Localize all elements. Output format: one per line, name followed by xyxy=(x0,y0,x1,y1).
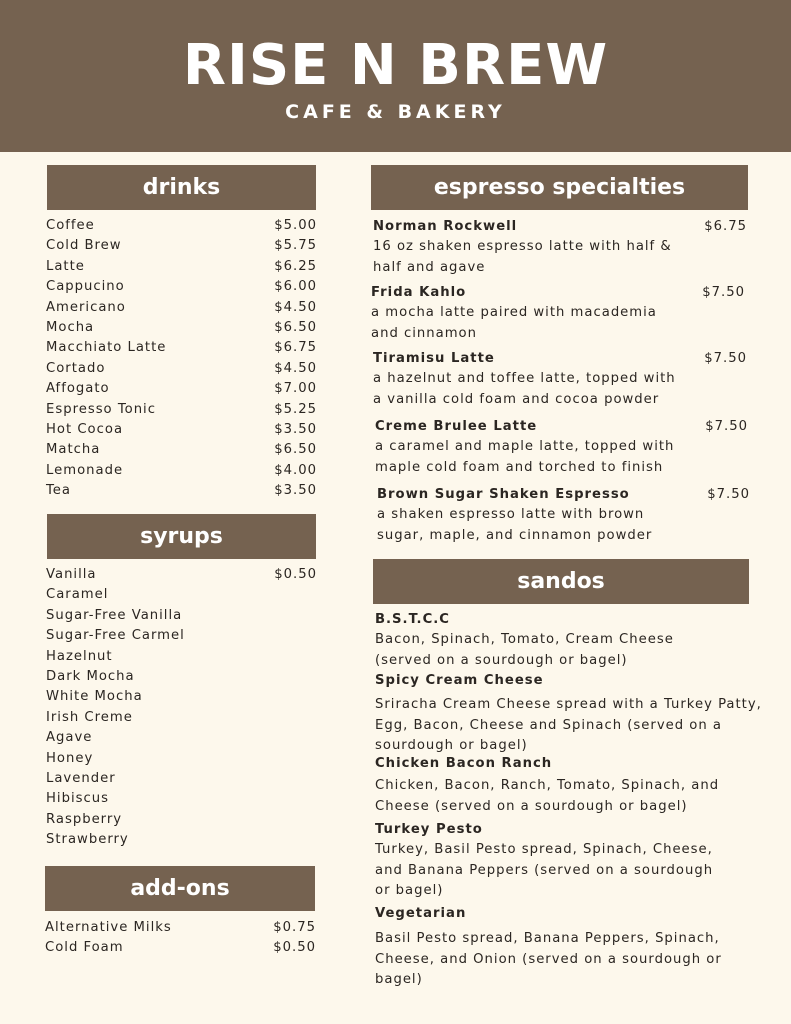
brand-tagline: CAFE & BAKERY xyxy=(285,101,506,123)
item-description-line: sourdough or bagel) xyxy=(375,738,528,753)
menu-item-row xyxy=(46,216,317,236)
menu-item-row xyxy=(46,789,317,809)
item-name: Agave xyxy=(46,730,93,746)
item-name: Affogato xyxy=(46,381,110,397)
menu-item-row xyxy=(46,440,317,460)
item-description-line: sugar, maple, and cinnamon powder xyxy=(377,527,653,543)
item-name: Cold Foam xyxy=(45,940,124,956)
item-description-line: Basil Pesto spread, Banana Peppers, Spinach, xyxy=(375,931,720,946)
drinks-list xyxy=(46,216,317,501)
item-name: Macchiato Latte xyxy=(46,340,167,356)
menu-item xyxy=(371,283,745,344)
item-name: Honey xyxy=(46,750,94,766)
item-price: $7.50 xyxy=(705,419,748,434)
item-price: $5.75 xyxy=(274,238,317,254)
menu-item-row xyxy=(46,298,317,318)
menu-item xyxy=(375,671,770,757)
item-description-line: half and agave xyxy=(373,259,486,275)
item-name: B.S.T.C.C xyxy=(375,612,450,627)
item-name: Turkey Pesto xyxy=(375,822,483,837)
menu-item-row xyxy=(46,400,317,420)
item-description-line: Cheese, and Onion (served on a sourdough or xyxy=(375,951,722,967)
item-name: Lavender xyxy=(46,770,116,786)
item-price: $7.50 xyxy=(704,351,747,366)
item-name: Latte xyxy=(46,258,85,274)
menu-item-row xyxy=(46,830,317,850)
menu-item xyxy=(377,485,750,546)
item-description-line: and Banana Peppers (served on a sourdough xyxy=(375,862,714,878)
item-price: $6.25 xyxy=(274,258,317,274)
item-price: $7.50 xyxy=(707,487,750,502)
section-header-addons: add-ons xyxy=(45,866,315,911)
item-description-line: (served on a sourdough or bagel) xyxy=(375,652,628,668)
item-name: Americano xyxy=(46,299,126,315)
item-description-line: a caramel and maple latte, topped with xyxy=(375,439,675,454)
item-price: $0.50 xyxy=(273,940,316,956)
menu-item xyxy=(373,217,747,278)
menu-item-row xyxy=(46,585,317,605)
item-description-line: 16 oz shaken espresso latte with half & xyxy=(373,239,672,254)
item-price: $0.50 xyxy=(274,567,317,582)
addons-list xyxy=(45,918,316,959)
menu-item-row xyxy=(46,687,317,707)
item-name: Spicy Cream Cheese xyxy=(375,673,544,688)
item-name: Alternative Milks xyxy=(45,920,172,935)
menu-item-row xyxy=(46,359,317,379)
item-price: $4.50 xyxy=(274,299,317,315)
item-name: Sugar-Free Carmel xyxy=(46,628,185,644)
item-name: Lemonade xyxy=(46,462,124,478)
item-price: $6.75 xyxy=(704,219,747,234)
item-description-line: bagel) xyxy=(375,972,423,987)
menu-item xyxy=(375,610,765,671)
menu-item-row xyxy=(45,938,316,958)
item-name: Cappucino xyxy=(46,279,125,295)
menu-item-row xyxy=(46,277,317,297)
section-header-drinks: drinks xyxy=(47,165,316,210)
item-description-line: or bagel) xyxy=(375,883,444,898)
item-price: $4.50 xyxy=(274,360,317,376)
item-name: Coffee xyxy=(46,218,95,233)
item-name: Espresso Tonic xyxy=(46,401,156,417)
menu-item-row xyxy=(46,626,317,646)
item-description-line: maple cold foam and torched to finish xyxy=(375,459,664,475)
menu-item-row xyxy=(46,565,317,585)
item-description-line: and cinnamon xyxy=(371,325,477,341)
item-name: Matcha xyxy=(46,442,101,458)
item-name: Caramel xyxy=(46,587,109,603)
item-price: $3.50 xyxy=(274,483,317,499)
item-name: Strawberry xyxy=(46,832,129,848)
menu-item-row xyxy=(46,810,317,830)
item-description-line: a mocha latte paired with macademia xyxy=(371,305,657,320)
item-price: $4.00 xyxy=(274,462,317,478)
item-description-line: a vanilla cold foam and cocoa powder xyxy=(373,391,660,407)
menu-item-row xyxy=(46,318,317,338)
item-name: Cortado xyxy=(46,360,106,376)
item-name: Raspberry xyxy=(46,811,123,827)
item-name: Brown Sugar Shaken Espresso xyxy=(377,487,630,502)
item-name: Hazelnut xyxy=(46,648,113,664)
item-description-line: Bacon, Spinach, Tomato, Cream Cheese xyxy=(375,632,674,647)
item-name: White Mocha xyxy=(46,689,143,705)
menu-item xyxy=(373,349,747,410)
item-name: Hot Cocoa xyxy=(46,421,124,437)
menu-item xyxy=(375,820,765,902)
item-price: $6.50 xyxy=(274,442,317,458)
menu-item-row xyxy=(46,749,317,769)
menu-item-row xyxy=(46,461,317,481)
item-price: $6.50 xyxy=(274,319,317,335)
item-description-line: Egg, Bacon, Cheese and Spinach (served on a xyxy=(375,717,722,733)
item-name: Tiramisu Latte xyxy=(373,351,495,366)
item-description-line: a shaken espresso latte with brown xyxy=(377,507,645,522)
item-name: Creme Brulee Latte xyxy=(375,419,538,434)
section-header-sandos: sandos xyxy=(373,559,749,604)
item-description-line: a hazelnut and toffee latte, topped with xyxy=(373,371,676,386)
item-price: $5.00 xyxy=(274,218,317,233)
menu-item xyxy=(375,417,748,478)
menu-item-row xyxy=(46,257,317,277)
item-name: Vegetarian xyxy=(375,906,467,921)
item-name: Hibiscus xyxy=(46,791,109,807)
section-header-syrups: syrups xyxy=(47,514,316,559)
header-banner xyxy=(0,0,791,152)
item-price: $6.00 xyxy=(274,279,317,295)
item-name: Tea xyxy=(46,483,72,499)
item-description-line: Cheese (served on a sourdough or bagel) xyxy=(375,798,688,814)
item-name: Mocha xyxy=(46,319,95,335)
item-price: $6.75 xyxy=(274,340,317,356)
item-description-line: Chicken, Bacon, Ranch, Tomato, Spinach, and xyxy=(375,778,720,793)
syrups-list xyxy=(46,565,317,850)
brand-title: RISE N BREW xyxy=(182,33,609,98)
item-name: Irish Creme xyxy=(46,709,133,725)
menu-item-row xyxy=(46,708,317,728)
menu-item xyxy=(375,754,765,817)
menu-item-row xyxy=(46,667,317,687)
menu-item-row xyxy=(46,728,317,748)
item-price: $7.00 xyxy=(274,381,317,397)
item-name: Cold Brew xyxy=(46,238,122,254)
menu-item-row xyxy=(46,647,317,667)
item-name: Vanilla xyxy=(46,567,97,582)
menu-item-row xyxy=(46,769,317,789)
item-price: $5.25 xyxy=(274,401,317,417)
item-price: $7.50 xyxy=(702,285,745,300)
item-description-line: Turkey, Basil Pesto spread, Spinach, Cheese, xyxy=(375,842,713,857)
menu-item-row xyxy=(46,420,317,440)
menu-item xyxy=(375,904,765,991)
menu-item-row xyxy=(46,236,317,256)
menu-item-row xyxy=(46,379,317,399)
menu-item-row xyxy=(45,918,316,938)
item-name: Norman Rockwell xyxy=(373,219,518,234)
menu-item-row xyxy=(46,338,317,358)
item-name: Sugar-Free Vanilla xyxy=(46,607,183,623)
menu-item-row xyxy=(46,481,317,501)
item-price: $0.75 xyxy=(273,920,316,935)
item-description-line: Sriracha Cream Cheese spread with a Turkey Patty, xyxy=(375,697,762,712)
item-name: Chicken Bacon Ranch xyxy=(375,756,553,771)
item-price: $3.50 xyxy=(274,421,317,437)
section-header-espresso-specialties: espresso specialties xyxy=(371,165,748,210)
menu-item-row xyxy=(46,606,317,626)
item-name: Frida Kahlo xyxy=(371,285,467,300)
item-name: Dark Mocha xyxy=(46,668,135,684)
